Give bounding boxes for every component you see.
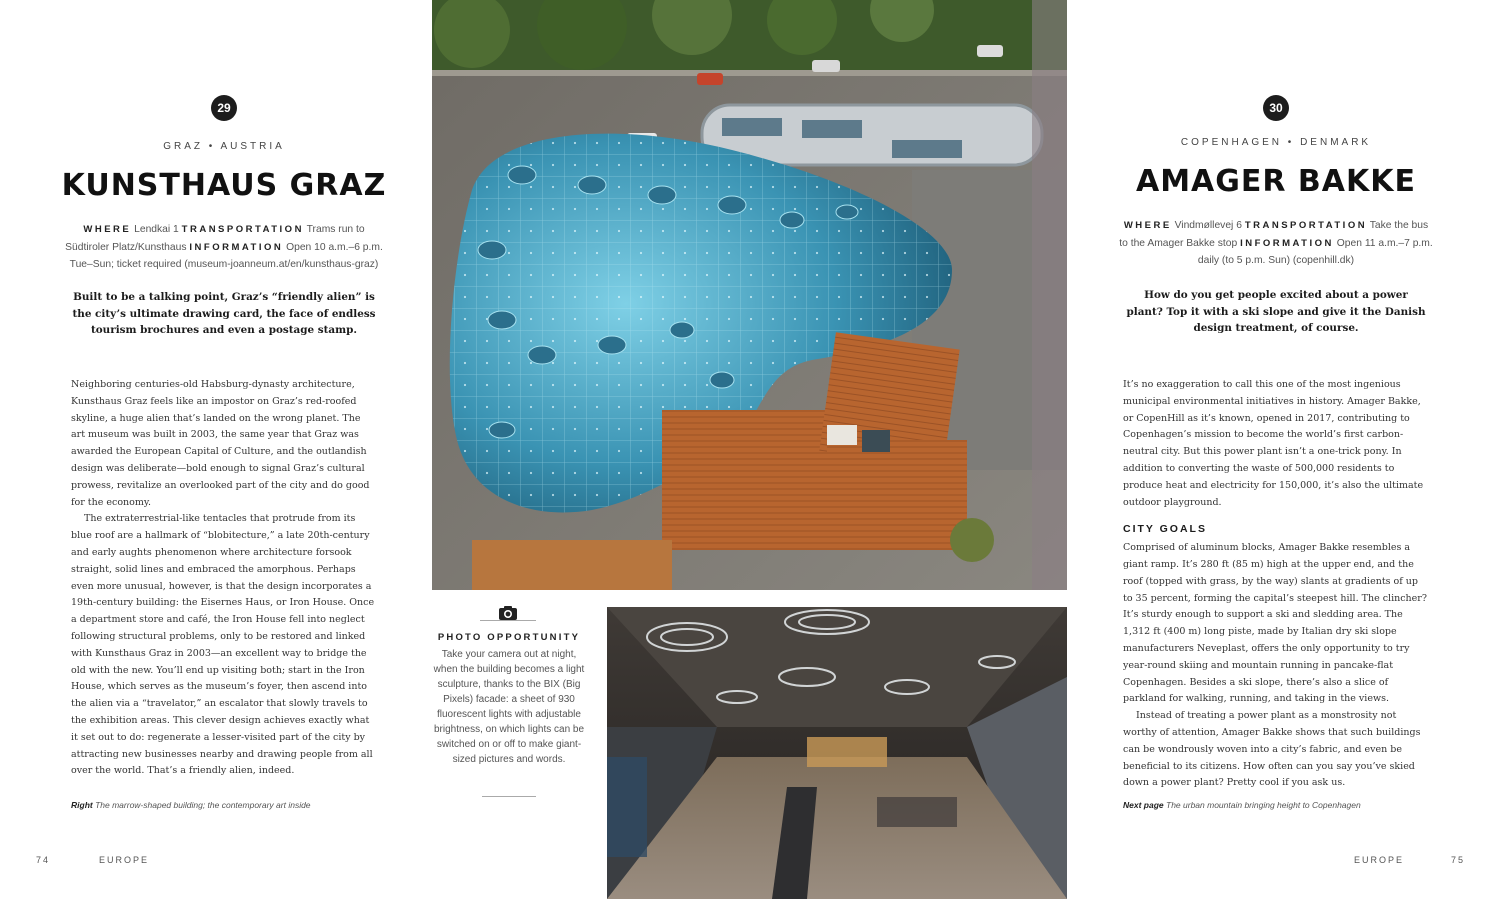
info-line: to the Amager Bakke stop INFORMATION Open 11 a.m.–7 p.m. xyxy=(1119,237,1433,249)
body-paragraph: Neighboring centuries-old Habsburg-dynasty architecture, Kunsthaus Graz feels like an impostor on Graz’s red-roofed skyline, a huge alien that’s landed on the wrong planet. The art museum was built in 2003, the same year that Graz was awarded the European Capital of Culture, and the outlandish design was deliberate—bold enough to signal Graz’s cultural prowess, revitalize an overlooked part of the city and do good for the economy. xyxy=(71,379,370,508)
entry-number-badge: 30 xyxy=(1263,95,1289,121)
divider xyxy=(482,796,536,797)
body-paragraph: The extraterrestrial-like tentacles that protrude from its blue roof are a hallmark of “blobitecture,” a late 20th-century and early aughts phenomenon where architecture forsook straight, solid lines and embraced the amorphous. Perhaps even more unusual, however, is that the design incorporates a 19th-century building: the Eisernes Haus, or Iron House. Once a department store and café, the Iron House fell into neglect following structural problems, only to be restored and linked with Kunsthaus Graz in 2003—an excellent way to bridge the old with the new. You’ll end up visiting both; start in the Iron House, which serves as the museum’s foyer, then ascend into the alien via a “travelator,” an escalator that slowly travels to the exhibition areas. This clever design achieves exactly what it set out to do: regenerate a lesser-visited part of the city by attracting new businesses nearby and drawing people from all over the world. That’s a friendly alien, indeed. xyxy=(71,513,375,777)
info-line: WHERE Vindmøllevej 6 TRANSPORTATION Take the bus xyxy=(1123,220,1429,231)
body-paragraph: Instead of treating a power plant as a monstrosity not worthy of attention, Amager Bakke shows that such buildings can be wondrously woven into a city’s fabric, and even be beneficial to its citizens. How often can you say you’ve skied down a power plant? Pretty cool if you ask us. xyxy=(1123,710,1421,789)
page-title: AMAGER BAKKE xyxy=(1135,164,1417,199)
camera-icon xyxy=(498,605,518,625)
info-line: daily (to 5 p.m. Sun) (copenhill.dk) xyxy=(1197,255,1355,266)
entry-number-badge: 29 xyxy=(211,95,237,121)
body-paragraph: It’s no exaggeration to call this one of the most ingenious municipal environmental initiatives in history. Amager Bakke, or CopenHill as it’s known, opened in 2017, contributing to Copenhagen’s mission to become the world’s first carbon-neutral city. But this power plant isn’t a one-trick pony. In addition to converting the waste of 500,000 residents to produce heat and electricity for 150,000, it’s also the ultimate outdoor playground. xyxy=(1123,379,1424,508)
interior-photo xyxy=(607,607,1067,899)
article-body xyxy=(71,377,377,780)
intro-text: Built to be a talking point, Graz’s “friendly alien” is the city’s ultimate drawing card, the face of endless tourism brochures and even a postage stamp. xyxy=(72,291,376,336)
page-number: 75 xyxy=(1451,855,1466,865)
page-title: KUNSTHAUS GRAZ xyxy=(61,168,387,203)
photo-opportunity-text: Take your camera out at night, when the building becomes a light sculpture, thanks to the BIX (Big Pixels) facade: a sheet of 930 fluorescent lights with adjustable brightness, on which lights can be switched on or off to make giant-sized pictures and words. xyxy=(433,649,585,765)
section-label: EUROPE xyxy=(1354,855,1405,865)
info-line: WHERE Lendkai 1 TRANSPORTATION Trams run to xyxy=(83,224,365,235)
info-line: Südtiroler Platz/Kunsthaus INFORMATION Open 10 a.m.–6 p.m. xyxy=(65,241,383,253)
section-subheading: CITY GOALS xyxy=(1123,523,1207,536)
practical-info xyxy=(1114,217,1438,270)
location-kicker: COPENHAGEN • DENMARK xyxy=(1180,137,1372,148)
aerial-photo-kunsthaus xyxy=(432,0,1067,590)
photo-caption: Right The marrow-shaped building; the contemporary art inside xyxy=(71,800,311,810)
practical-info xyxy=(62,221,386,274)
location-kicker: GRAZ • AUSTRIA xyxy=(163,141,285,152)
divider xyxy=(480,620,536,621)
photo-caption: Next page The urban mountain bringing height to Copenhagen xyxy=(1123,800,1361,810)
intro-text: How do you get people excited about a power plant? Top it with a ski slope and give it the Danish design treatment, of course. xyxy=(1126,289,1426,334)
body-paragraph: Comprised of aluminum blocks, Amager Bakke resembles a giant ramp. It’s 280 ft (85 m) high at the upper end, and the roof (topped with grass, by the way) slants at gradients of up to 35 percent, forming the capital’s steepest hill. The clincher? It’s sturdy enough to support a ski and sledding area. The 1,312 ft (400 m) long piste, made by Italian dry ski slope manufacturers Neveplast, offers the only opportunity to try year-round skiing and mountain running in pancake-flat Copenhagen. Besides a ski slope, there’s also a slice of parkland for walking, running, and taking in the views. xyxy=(1123,542,1427,705)
page-number: 74 xyxy=(36,855,51,865)
photo-opportunity-box xyxy=(430,632,588,767)
article-body xyxy=(1123,377,1428,792)
photo-opportunity-heading: PHOTO OPPORTUNITY xyxy=(437,632,581,643)
section-label: EUROPE xyxy=(99,855,150,865)
info-line: Tue–Sun; ticket required (museum-joanneum.at/en/kunsthaus-graz) xyxy=(69,259,379,270)
